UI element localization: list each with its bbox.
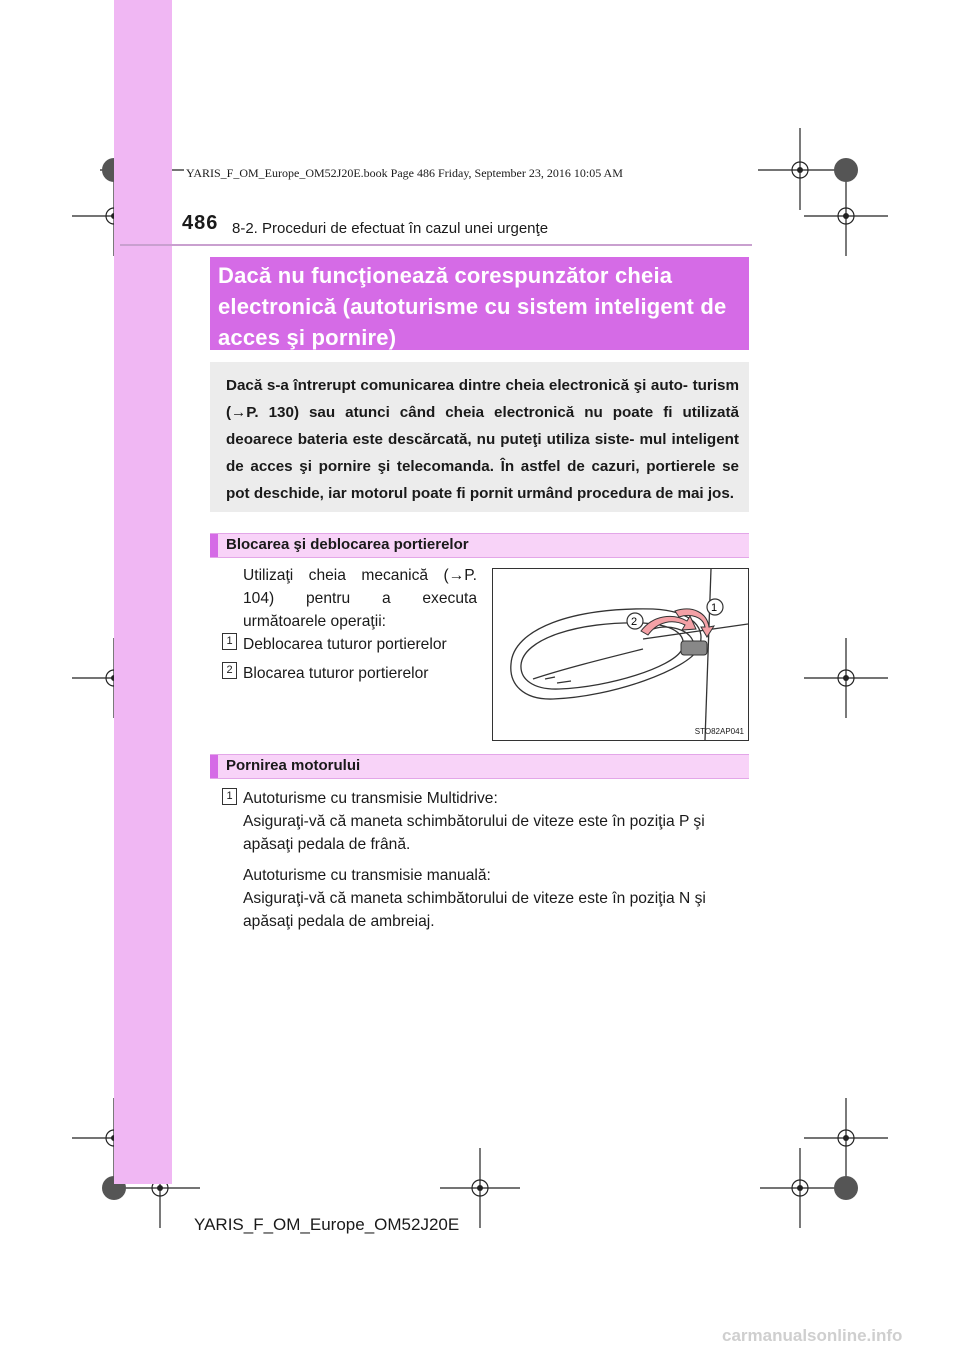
subheading-engine (210, 754, 749, 779)
chapter-side-strip (114, 0, 172, 1184)
subheading-bar (210, 755, 218, 778)
header-divider (120, 244, 752, 246)
book-info: YARIS_F_OM_Europe_OM52J20E.book Page 486 Friday, September 23, 2016 10:05 AM (186, 166, 623, 180)
subheading-bar (210, 534, 218, 557)
illustration-code: STO82AP041 (694, 727, 744, 736)
engine-line-3: apăsaţi pedala de frână. (243, 836, 411, 853)
watermark[interactable]: carmanualsonline.info (722, 1326, 903, 1345)
door-handle-drawing (493, 569, 748, 740)
subheading-lock-text: Blocarea şi deblocarea portierelor (226, 536, 469, 553)
step-number-1: 1 (222, 633, 237, 650)
subheading-lock (210, 533, 749, 558)
subheading-engine-text: Pornirea motorului (226, 757, 361, 774)
engine-step-number: 1 (222, 788, 237, 805)
callout-2: 2 (631, 616, 638, 628)
section-title: 8-2. Proceduri de efectuat în cazul unei urgenţe (232, 220, 549, 237)
list-item-lock: Blocarea tuturor portierelor (243, 665, 429, 682)
engine-line-5: Asiguraţi-vă că maneta schimbătorului de viteze este în poziţia N şi (243, 890, 706, 907)
intro-paragraph: Dacă s-a întrerupt comunicarea dintre cheia electronică şi auto- turism (→P. 130) sau atunci când cheia electronică nu poate fi utilizată deoarece bateria este descărcată, nu puteţi utiliza siste- mul inteligent de acces şi pornire şi telecomanda. În astfel de cazuri, portierele se pot deschide, iar motorul poate fi pornit urmând procedura de mai jos. (210, 362, 749, 512)
list-item-unlock: Deblocarea tuturor portierelor (243, 636, 447, 653)
footer-code: YARIS_F_OM_Europe_OM52J20E (194, 1215, 460, 1234)
engine-line-1: Autoturisme cu transmisie Multidrive: (243, 790, 498, 807)
step-number-2: 2 (222, 662, 237, 679)
door-handle-illustration (492, 568, 749, 741)
lock-intro-text: Utilizaţi cheia mecanică (→P. 104) pentru a executa următoarele operaţii: (243, 567, 477, 630)
engine-line-2: Asiguraţi-vă că maneta schimbătorului de viteze este în poziţia P şi (243, 813, 705, 830)
callout-1: 1 (711, 602, 718, 614)
page-number: 486 (182, 212, 219, 234)
page-heading: Dacă nu funcţionează corespunzător cheia electronică (autoturisme cu sistem inteligent de acces şi pornire) (210, 257, 749, 350)
engine-line-4: Autoturisme cu transmisie manuală: (243, 867, 491, 884)
engine-line-6: apăsaţi pedala de ambreiaj. (243, 913, 435, 930)
